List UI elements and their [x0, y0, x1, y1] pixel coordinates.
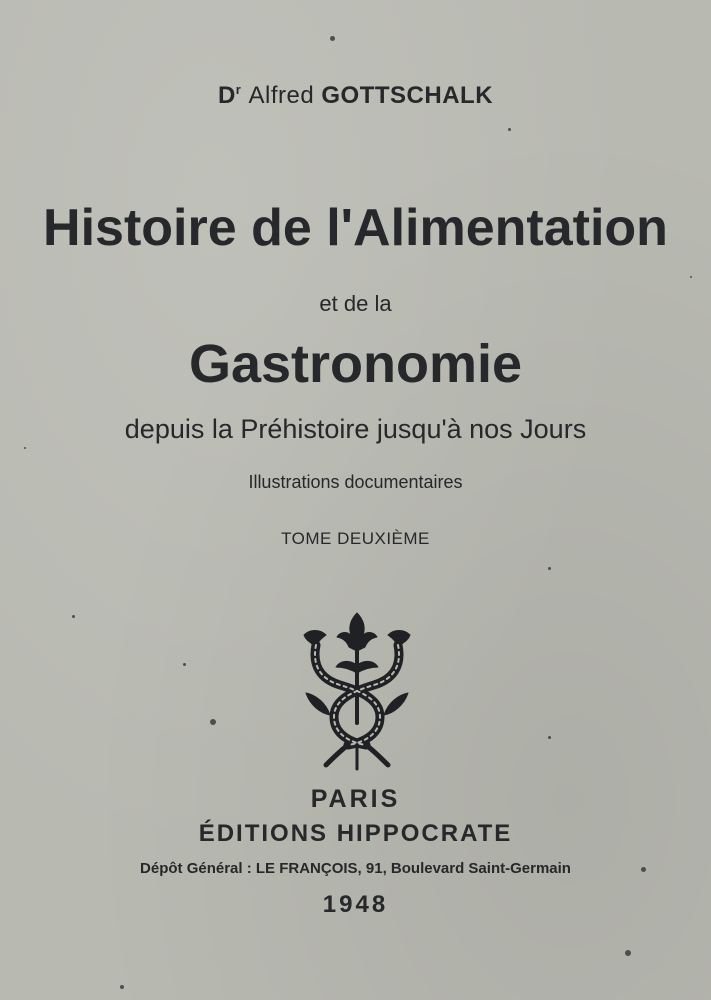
paper-speck [72, 615, 75, 618]
publication-city: PARIS [310, 785, 401, 813]
paper-speck [548, 567, 551, 570]
paper-speck [508, 128, 511, 131]
book-subtitle: depuis la Préhistoire jusqu'à nos Jours [124, 414, 587, 444]
illustrations-note: Illustrations documentaires [248, 472, 463, 492]
author-first-name: Alfred [248, 82, 315, 109]
caduceus-emblem-icon [296, 605, 418, 773]
book-title-line-2: et de la [319, 291, 392, 316]
author-last-name: GOTTSCHALK [321, 82, 494, 109]
distribution-depot: Dépôt Général : LE FRANÇOIS, 91, Boulevard Saint-Germain [140, 860, 571, 877]
book-title-line-3: Gastronomie [188, 334, 523, 394]
volume-label: TOME DEUXIÈME [281, 529, 430, 548]
paper-speck [625, 950, 631, 956]
publication-year: 1948 [322, 891, 389, 918]
publisher-name: ÉDITIONS HIPPOCRATE [198, 820, 513, 847]
paper-speck [548, 736, 551, 739]
paper-speck [120, 985, 124, 989]
paper-speck [183, 663, 186, 666]
paper-speck [210, 719, 216, 725]
paper-speck [24, 447, 26, 449]
paper-speck [330, 36, 335, 41]
author-prefix-sup: r [235, 82, 242, 97]
author-prefix: D [217, 82, 236, 109]
paper-speck [690, 276, 692, 278]
book-title-line-1: Histoire de l'Alimentation [43, 199, 668, 257]
author-name [0, 82, 711, 110]
